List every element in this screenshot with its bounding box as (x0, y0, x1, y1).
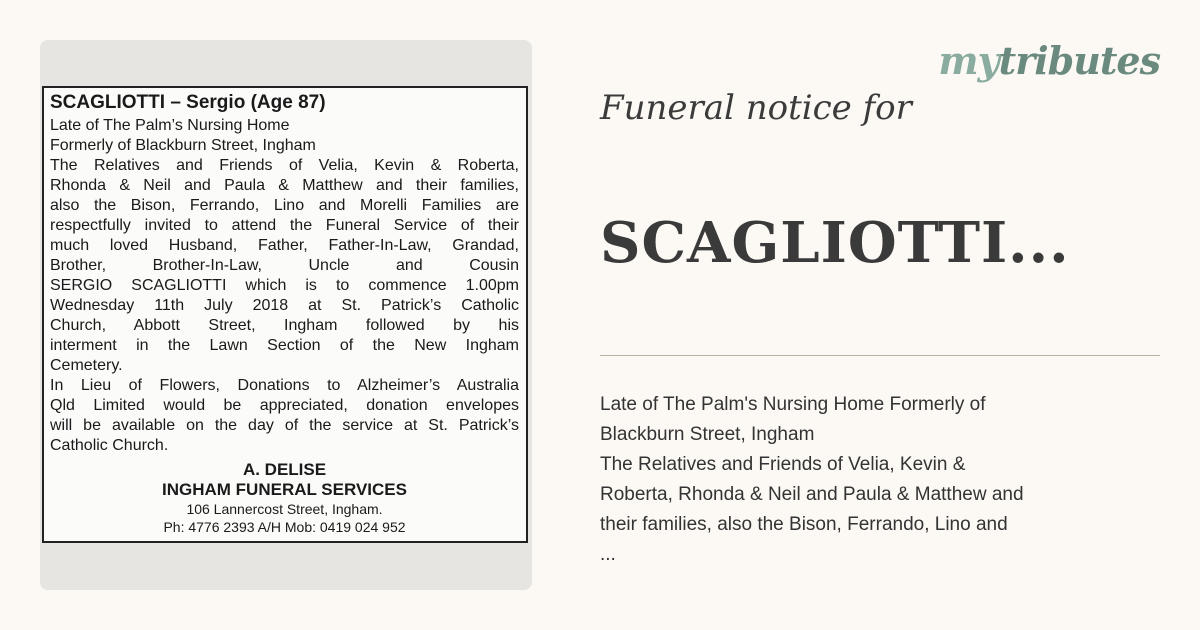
clipping-text-line: Rhonda & Neil and Paula & Matthew and their families, (50, 177, 519, 194)
logo-my: my (938, 38, 999, 83)
clipping-address-line: Formerly of Blackburn Street, Ingham (50, 137, 316, 154)
clipping-text-line: respectfully invited to attend the Funeral Service of their (50, 217, 519, 234)
clipping-paragraph-2 (50, 376, 519, 456)
excerpt-line: The Relatives and Friends of Velia, Kevin & (600, 454, 966, 475)
clipping-text-line: much loved Husband, Father, Father-In-Law, Grandad, (50, 237, 519, 254)
logo-tributes: tributes (998, 38, 1160, 83)
notice-type-label: Funeral notice for (600, 88, 912, 128)
excerpt-line: their families, also the Bison, Ferrando, Lino and (600, 514, 1008, 535)
mytributes-logo[interactable] (938, 38, 1160, 83)
clipping-text-line: The Relatives and Friends of Velia, Kevin & Roberta, (50, 157, 519, 174)
clipping-text-line: Qld Limited would be appreciated, donation envelopes (50, 397, 519, 414)
clipping-text-line: interment in the Lawn Section of the New Ingham (50, 337, 519, 354)
funeral-company-address: 106 Lannercost Street, Ingham. (186, 501, 383, 517)
clipping-text-line: Church, Abbott Street, Ingham followed by his (50, 317, 519, 334)
clipping-paragraph-1 (50, 156, 519, 376)
clipping-headline: SCAGLIOTTI – Sergio (Age 87) (50, 92, 326, 113)
excerpt-ellipsis: ... (600, 544, 616, 565)
clipping-text-line: SERGIO SCAGLIOTTI which is to commence 1.00pm (50, 277, 519, 294)
excerpt-line: Late of The Palm's Nursing Home Formerly of (600, 394, 986, 415)
clipping-text-line: Wednesday 11th July 2018 at St. Patrick’s Catholic (50, 297, 519, 314)
excerpt-line: Blackburn Street, Ingham (600, 424, 815, 445)
funeral-company-phone: Ph: 4776 2393 A/H Mob: 0419 024 952 (163, 519, 406, 535)
clipping-text-line: Cemetery. (50, 357, 123, 374)
notice-image-card (40, 40, 532, 590)
excerpt-line: Roberta, Rhonda & Neil and Paula & Matthew and (600, 484, 1024, 505)
funeral-company-name: INGHAM FUNERAL SERVICES (162, 480, 407, 499)
clipping-text-line: will be available on the day of the service at St. Patrick’s (50, 417, 519, 434)
clipping-text-line: In Lieu of Flowers, Donations to Alzheimer’s Australia (50, 377, 519, 394)
clipping-address-line: Late of The Palm’s Nursing Home (50, 117, 290, 134)
divider (600, 355, 1160, 356)
clipping-text-line: Catholic Church. (50, 437, 169, 454)
newspaper-clipping (42, 86, 528, 543)
deceased-name-heading: SCAGLIOTTI... (600, 210, 1070, 276)
clipping-text-line: Brother, Brother-In-Law, Uncle and Cousin (50, 257, 519, 274)
notice-excerpt (600, 390, 1120, 570)
clipping-text-line: also the Bison, Ferrando, Lino and Morelli Families are (50, 197, 519, 214)
funeral-director-name: A. DELISE (242, 460, 327, 479)
